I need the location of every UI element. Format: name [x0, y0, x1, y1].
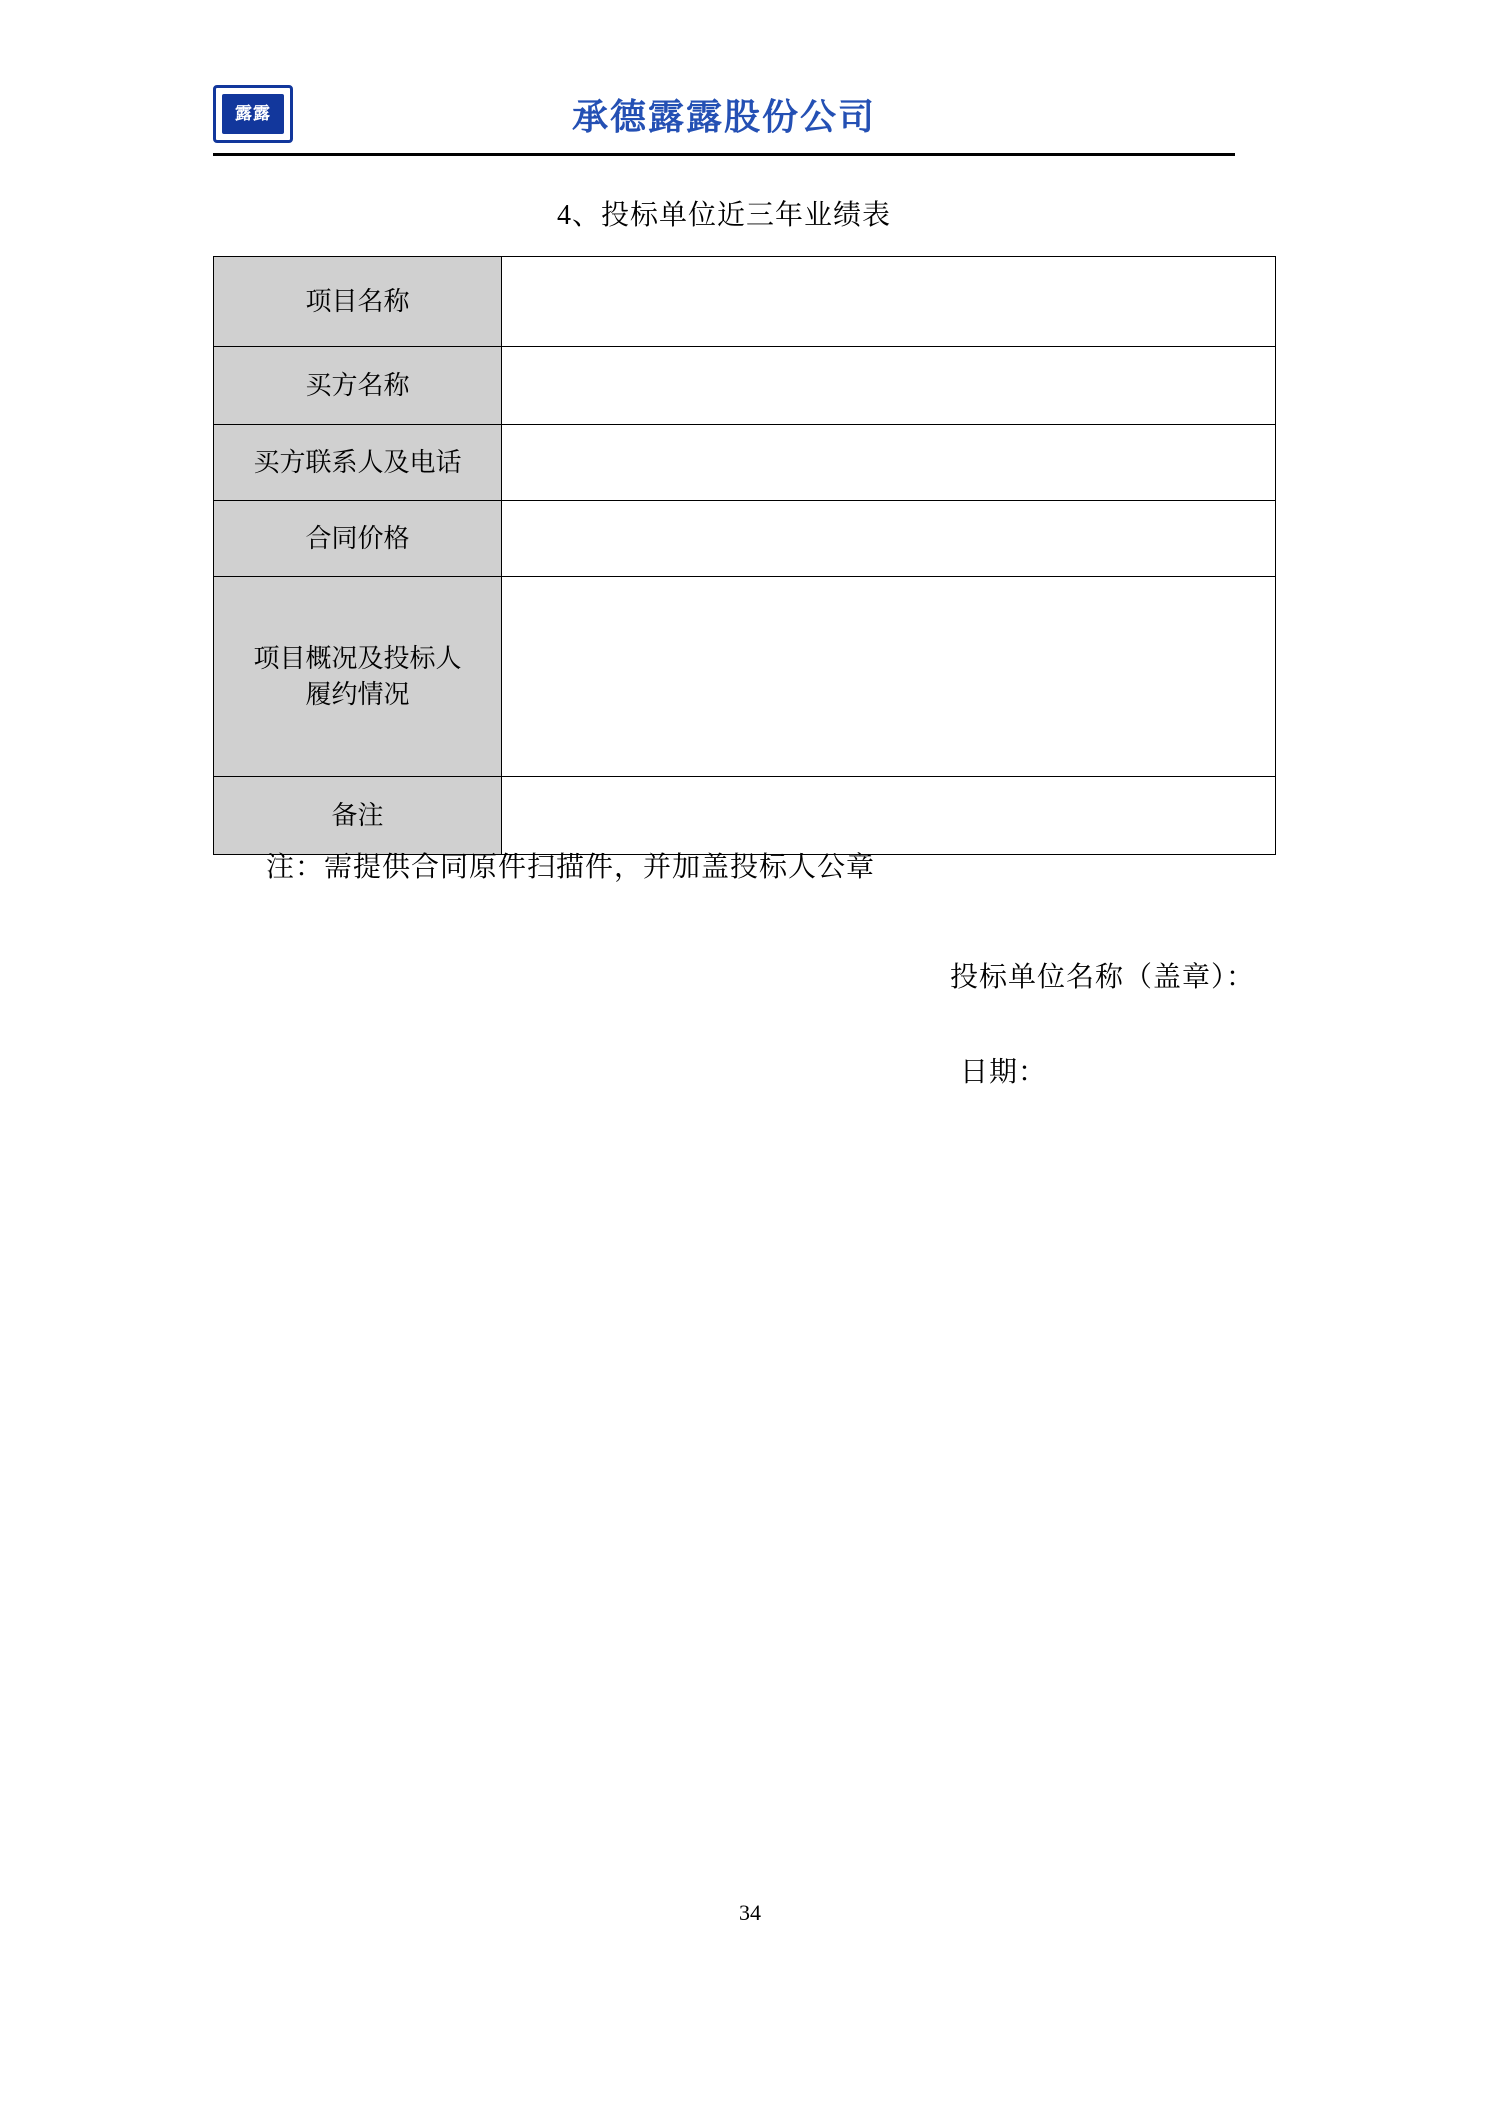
- page-number: 34: [739, 1900, 761, 1925]
- table-row: [214, 347, 1276, 425]
- table-row: [214, 257, 1276, 347]
- section-title: 4、投标单位近三年业绩表: [556, 200, 891, 231]
- table-row: [214, 501, 1276, 577]
- date-signature-label: 日期：: [959, 1057, 1047, 1088]
- page-header: [213, 85, 1235, 161]
- row-value-contract-price[interactable]: [502, 501, 1276, 577]
- row-value-remarks[interactable]: [502, 777, 1276, 855]
- row-value-buyer-contact[interactable]: [502, 425, 1276, 501]
- performance-table: [213, 256, 1276, 855]
- table-row: [214, 577, 1276, 777]
- row-value-project-name[interactable]: [502, 257, 1276, 347]
- row-value-project-overview[interactable]: [502, 577, 1276, 777]
- company-name-heading: 承德露露股份公司: [571, 96, 876, 137]
- row-label-project-name: 项目名称: [214, 257, 502, 347]
- row-label-buyer-name: 买方名称: [214, 347, 502, 425]
- table-row: [214, 425, 1276, 501]
- row-label-remarks: 备注: [214, 777, 502, 855]
- company-logo-text: 露露: [222, 94, 284, 134]
- row-value-buyer-name[interactable]: [502, 347, 1276, 425]
- row-label-buyer-contact: 买方联系人及电话: [214, 425, 502, 501]
- bidder-company-signature-label: 投标单位名称（盖章）：: [949, 962, 1255, 993]
- table-row: [214, 777, 1276, 855]
- row-label-contract-price: 合同价格: [214, 501, 502, 577]
- row-label-project-overview: 项目概况及投标人 履约情况: [214, 577, 502, 777]
- header-divider: [213, 153, 1235, 156]
- table-note: 注：需提供合同原件扫描件，并加盖投标人公章: [266, 852, 876, 883]
